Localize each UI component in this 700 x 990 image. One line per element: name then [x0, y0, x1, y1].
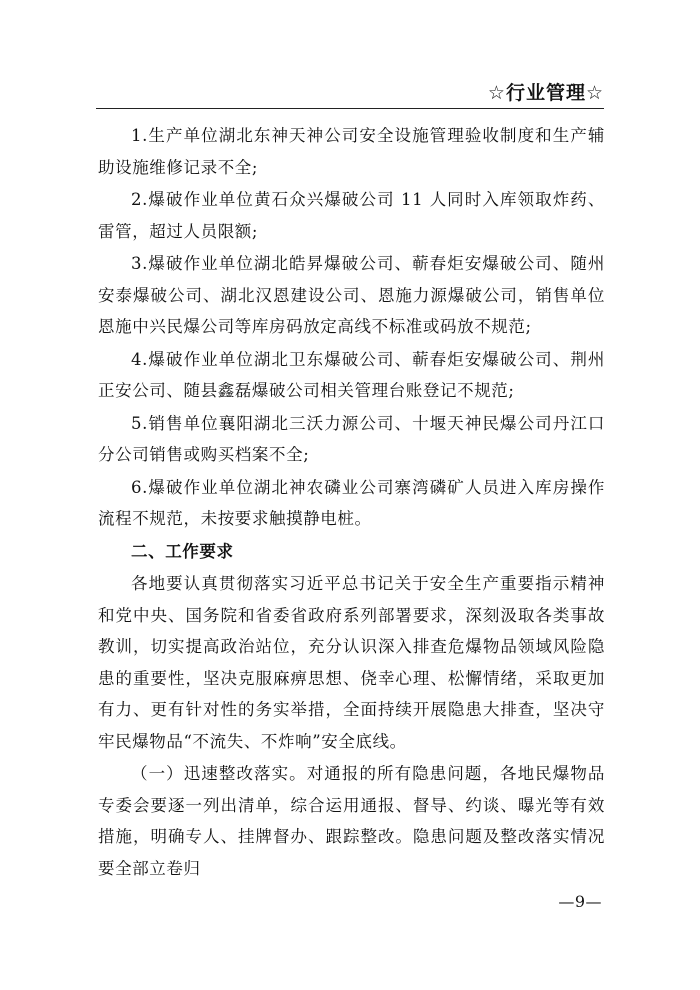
- section-heading: 二、工作要求: [131, 541, 234, 561]
- list-item: 3.爆破作业单位湖北皓昇爆破公司、蕲春炬安爆破公司、随州安泰爆破公司、湖北汉恩建设公司、恩施力源爆破公司，销售单位恩施中兴民爆公司等库房码放定高线不标准或码放不规范;: [98, 254, 605, 336]
- list-item: 2.爆破作业单位黄石众兴爆破公司 11 人同时入库领取炸药、雷管，超过人员限额;: [98, 190, 605, 241]
- document-body: [98, 120, 605, 885]
- header-title: ☆行业管理☆: [487, 82, 604, 104]
- body-paragraph: 各地要认真贯彻落实习近平总书记关于安全生产重要指示精神和党中央、国务院和省委省政府系列部署要求，深刻汲取各类事故教训，切实提高政治站位，充分认识深入排查危爆物品领域风险隐患的重要性，坚决克服麻痹思想、侥幸心理、松懈情绪，采取更加有力、更有针对性的务实举措，全面持续开展隐患大排查，坚决守牢民爆物品“不流失、不炸响”安全底线。: [98, 574, 605, 751]
- list-item: 4.爆破作业单位湖北卫东爆破公司、蕲春炬安爆破公司、荆州正安公司、随县鑫磊爆破公司相关管理台账登记不规范;: [98, 349, 605, 400]
- body-paragraph: （一）迅速整改落实。对通报的所有隐患问题，各地民爆物品专委会要逐一列出清单，综合运用通报、督导、约谈、曝光等有效措施，明确专人、挂牌督办、跟踪整改。隐患问题及整改落实情况要全部立卷归: [98, 764, 605, 878]
- page-header: [96, 78, 604, 109]
- page-number: —9—: [558, 892, 602, 911]
- list-item: 1.生产单位湖北东神天神公司安全设施管理验收制度和生产辅助设施维修记录不全;: [98, 126, 605, 177]
- list-item: 6.爆破作业单位湖北神农磷业公司寨湾磷矿人员进入库房操作流程不规范，未按要求触摸静电桩。: [98, 477, 605, 528]
- list-item: 5.销售单位襄阳湖北三沃力源公司、十堰天神民爆公司丹江口分公司销售或购买档案不全;: [98, 413, 605, 464]
